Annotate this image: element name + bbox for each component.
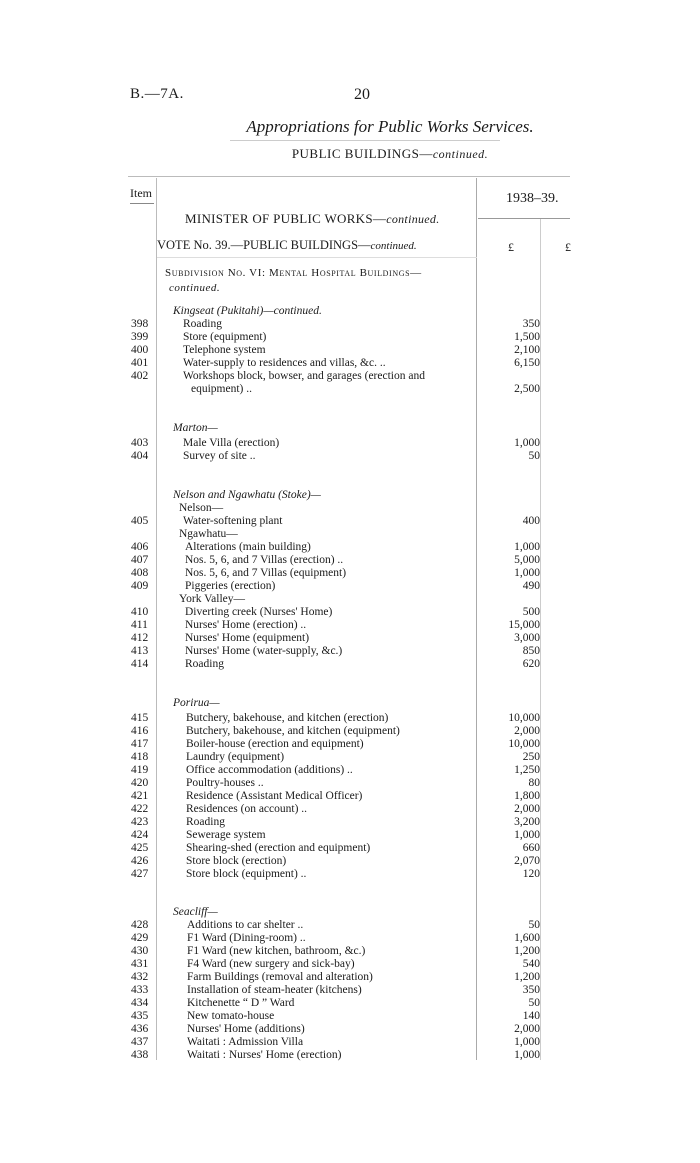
item-number: 432 — [131, 971, 149, 983]
table-row — [0, 829, 700, 842]
item-amount: 15,000 — [508, 619, 540, 631]
section-nelson-ngawhatu: Nelson and Ngawhatu (Stoke)— — [173, 489, 321, 501]
item-description: Waitati : Nurses' Home (erection) — [187, 1049, 342, 1061]
item-amount: 1,200 — [514, 945, 540, 957]
item-number: 411 — [131, 619, 148, 631]
table-row — [0, 945, 700, 958]
table-row — [0, 868, 700, 881]
item-description: Nurses' Home (equipment) — [185, 632, 310, 644]
table-row — [0, 580, 700, 593]
item-number: 399 — [131, 331, 149, 343]
item-amount: 1,000 — [514, 1049, 540, 1061]
table-row — [0, 932, 700, 945]
item-number: 405 — [131, 515, 149, 527]
subtitle-main: PUBLIC BUILDINGS— — [291, 146, 433, 161]
table-row — [0, 842, 700, 855]
section-porirua: Porirua— — [173, 697, 220, 709]
table-row — [0, 803, 700, 816]
minister-heading-main: MINISTER OF PUBLIC WORKS— — [185, 211, 387, 226]
item-number: 406 — [131, 541, 149, 553]
item-amount: 1,200 — [514, 971, 540, 983]
item-description: Shearing-shed (erection and equipment) — [186, 842, 371, 854]
item-amount: 1,000 — [514, 1036, 540, 1048]
item-header-rule — [130, 203, 154, 204]
table-row — [0, 632, 700, 645]
item-number: 398 — [131, 318, 149, 330]
item-number: 416 — [131, 725, 149, 737]
table-top-rule — [128, 176, 570, 177]
table-row — [0, 958, 700, 971]
item-number: 415 — [131, 712, 149, 724]
item-description: Additions to car shelter .. — [187, 919, 304, 931]
item-column-header: Item — [130, 186, 152, 200]
item-description: F1 Ward (Dining-room) .. — [187, 932, 306, 944]
item-description: Nos. 5, 6, and 7 Villas (equipment) — [185, 567, 347, 579]
table-row — [0, 919, 700, 932]
item-amount: 1,000 — [514, 437, 540, 449]
item-number: 414 — [131, 658, 149, 670]
subsection-nelson: Nelson— — [179, 502, 224, 514]
item-description: Roading — [185, 658, 224, 670]
item-description: Store block (equipment) .. — [186, 868, 307, 880]
item-number: 436 — [131, 1023, 149, 1035]
item-amount: 2,100 — [514, 344, 540, 356]
item-amount: 1,000 — [514, 829, 540, 841]
item-number: 419 — [131, 764, 149, 776]
table-row — [0, 764, 700, 777]
item-description: Laundry (equipment) — [186, 751, 285, 763]
table-row — [0, 357, 700, 370]
document-code: B.—7A. — [130, 86, 184, 102]
table-row — [0, 712, 700, 725]
table-row — [0, 554, 700, 567]
subsection-york-valley: York Valley— — [179, 593, 246, 605]
item-number: 438 — [131, 1049, 149, 1061]
table-row — [0, 437, 700, 450]
subsection-ngawhatu: Ngawhatu— — [179, 528, 238, 540]
section-marton: Marton— — [173, 422, 218, 434]
item-amount: 3,200 — [514, 816, 540, 828]
item-number: 404 — [131, 450, 149, 462]
table-row — [0, 619, 700, 632]
table-row — [0, 318, 700, 331]
table-row — [0, 777, 700, 790]
item-description: Telephone system — [183, 344, 266, 356]
item-description: Nurses' Home (water-supply, &c.) — [185, 645, 343, 657]
subdivision-heading-main: Subdivision No. VI: Mental Hospital Buildings— — [165, 267, 422, 279]
item-number: 434 — [131, 997, 149, 1009]
item-amount: 2,070 — [514, 855, 540, 867]
item-description: Nurses' Home (erection) .. — [185, 619, 307, 631]
vote-heading-main: VOTE No. 39.—PUBLIC BUILDINGS— — [157, 238, 371, 252]
item-description: Kitchenette “ D ” Ward — [187, 997, 295, 1009]
item-number: 437 — [131, 1036, 149, 1048]
item-amount: 350 — [522, 318, 540, 330]
table-row — [0, 971, 700, 984]
item-description: Sewerage system — [186, 829, 266, 841]
item-number: 433 — [131, 984, 149, 996]
table-row — [0, 567, 700, 580]
item-amount: 5,000 — [514, 554, 540, 566]
item-description: Water-supply to residences and villas, &c. .. — [183, 357, 386, 369]
item-amount: 540 — [522, 958, 540, 970]
year-header-rule — [478, 218, 570, 219]
table-row — [0, 541, 700, 554]
table-row — [0, 816, 700, 829]
item-amount: 120 — [522, 868, 540, 880]
title-rule — [230, 140, 500, 141]
item-amount: 2,000 — [514, 1023, 540, 1035]
item-amount: 2,000 — [514, 725, 540, 737]
item-number: 410 — [131, 606, 149, 618]
item-number: 403 — [131, 437, 149, 449]
subtitle-continued: continued. — [432, 147, 489, 161]
pound-sign-2: £ — [565, 240, 571, 254]
item-description: Male Villa (erection) — [183, 437, 280, 449]
item-number: 435 — [131, 1010, 149, 1022]
table-row — [0, 790, 700, 803]
table-row — [0, 984, 700, 997]
table-row — [0, 1023, 700, 1036]
item-description: Residences (on account) .. — [186, 803, 308, 815]
item-number: 426 — [131, 855, 149, 867]
table-row — [0, 1049, 700, 1062]
minister-heading — [185, 211, 440, 227]
subdivision-heading-continued: continued. — [169, 282, 221, 294]
item-amount: 50 — [528, 997, 540, 1009]
item-description: Butchery, bakehouse, and kitchen (equipment) — [186, 725, 400, 737]
item-amount: 1,000 — [514, 567, 540, 579]
item-description: F4 Ward (new surgery and sick-bay) — [187, 958, 355, 970]
item-description: Poultry-houses .. — [186, 777, 264, 789]
item-amount: 10,000 — [508, 738, 540, 750]
item-description: Boiler-house (erection and equipment) — [186, 738, 364, 750]
item-number: 418 — [131, 751, 149, 763]
item-amount: 2,000 — [514, 803, 540, 815]
item-description: Farm Buildings (removal and alteration) — [187, 971, 373, 983]
section-seacliff: Seacliff— — [173, 906, 218, 918]
table-row — [0, 855, 700, 868]
item-number: 425 — [131, 842, 149, 854]
table-row — [0, 751, 700, 764]
item-number: 429 — [131, 932, 149, 944]
item-description: Workshops block, bowser, and garages (erection and — [183, 370, 425, 382]
item-number: 420 — [131, 777, 149, 789]
item-amount: 10,000 — [508, 712, 540, 724]
item-description-continued: equipment) .. — [191, 383, 252, 395]
year-column-header: 1938–39. — [506, 191, 559, 206]
subdivision-heading — [165, 266, 475, 296]
item-description: Diverting creek (Nurses' Home) — [185, 606, 333, 618]
section-kingseat: Kingseat (Pukitahi)—continued. — [173, 305, 322, 317]
table-row — [0, 370, 700, 395]
item-number: 427 — [131, 868, 149, 880]
item-amount: 1,800 — [514, 790, 540, 802]
item-description: Office accommodation (additions) .. — [186, 764, 353, 776]
item-amount: 1,500 — [514, 331, 540, 343]
item-amount: 140 — [522, 1010, 540, 1022]
item-description: Piggeries (erection) — [185, 580, 276, 592]
item-description: Roading — [186, 816, 225, 828]
item-amount: 250 — [522, 751, 540, 763]
item-description: Store block (erection) — [186, 855, 287, 867]
page-subtitle — [0, 146, 700, 162]
minister-heading-continued: continued. — [386, 212, 440, 226]
pound-sign-1: £ — [508, 240, 514, 254]
item-description: Butchery, bakehouse, and kitchen (erection) — [186, 712, 389, 724]
vote-heading-continued: continued. — [370, 240, 417, 252]
item-amount: 500 — [522, 606, 540, 618]
item-number: 400 — [131, 344, 149, 356]
item-description: Nos. 5, 6, and 7 Villas (erection) .. — [185, 554, 344, 566]
item-amount: 3,000 — [514, 632, 540, 644]
table-row — [0, 450, 700, 463]
item-amount: 620 — [522, 658, 540, 670]
item-number: 428 — [131, 919, 149, 931]
item-number: 413 — [131, 645, 149, 657]
item-description: Alterations (main building) — [185, 541, 311, 553]
item-number: 409 — [131, 580, 149, 592]
item-amount: 1,600 — [514, 932, 540, 944]
table-row — [0, 645, 700, 658]
vote-rule — [157, 257, 477, 258]
item-number: 430 — [131, 945, 149, 957]
item-description: Water-softening plant — [183, 515, 283, 527]
page-number: 20 — [354, 86, 370, 103]
table-row — [0, 658, 700, 671]
item-amount: 2,500 — [514, 383, 540, 395]
table-row — [0, 738, 700, 751]
table-row — [0, 1036, 700, 1049]
item-description: Residence (Assistant Medical Officer) — [186, 790, 363, 802]
item-description: F1 Ward (new kitchen, bathroom, &c.) — [187, 945, 366, 957]
item-description: Waitati : Admission Villa — [187, 1036, 304, 1048]
item-description: Installation of steam-heater (kitchens) — [187, 984, 362, 996]
item-amount: 50 — [528, 919, 540, 931]
item-amount: 400 — [522, 515, 540, 527]
item-number: 424 — [131, 829, 149, 841]
table-row — [0, 331, 700, 344]
item-amount: 6,150 — [514, 357, 540, 369]
item-description: Nurses' Home (additions) — [187, 1023, 305, 1035]
item-description: Roading — [183, 318, 222, 330]
item-amount: 80 — [528, 777, 540, 789]
item-number: 401 — [131, 357, 149, 369]
item-amount: 850 — [522, 645, 540, 657]
item-amount: 660 — [522, 842, 540, 854]
item-number: 408 — [131, 567, 149, 579]
item-amount: 1,250 — [514, 764, 540, 776]
vote-heading — [157, 238, 417, 253]
item-number: 431 — [131, 958, 149, 970]
table-row — [0, 606, 700, 619]
page-title: Appropriations for Public Works Services. — [246, 117, 534, 136]
item-amount: 350 — [522, 984, 540, 996]
item-number: 407 — [131, 554, 149, 566]
item-number: 423 — [131, 816, 149, 828]
table-row — [0, 515, 700, 528]
item-description: Survey of site .. — [183, 450, 256, 462]
item-amount: 50 — [528, 450, 540, 462]
item-amount: 490 — [522, 580, 540, 592]
item-number: 421 — [131, 790, 149, 802]
item-number: 402 — [131, 370, 149, 382]
item-description: Store (equipment) — [183, 331, 267, 343]
item-description: New tomato-house — [187, 1010, 275, 1022]
table-row — [0, 725, 700, 738]
table-row — [0, 997, 700, 1010]
item-number: 417 — [131, 738, 149, 750]
table-row — [0, 1010, 700, 1023]
item-amount: 1,000 — [514, 541, 540, 553]
table-row — [0, 344, 700, 357]
item-number: 412 — [131, 632, 149, 644]
item-number: 422 — [131, 803, 149, 815]
